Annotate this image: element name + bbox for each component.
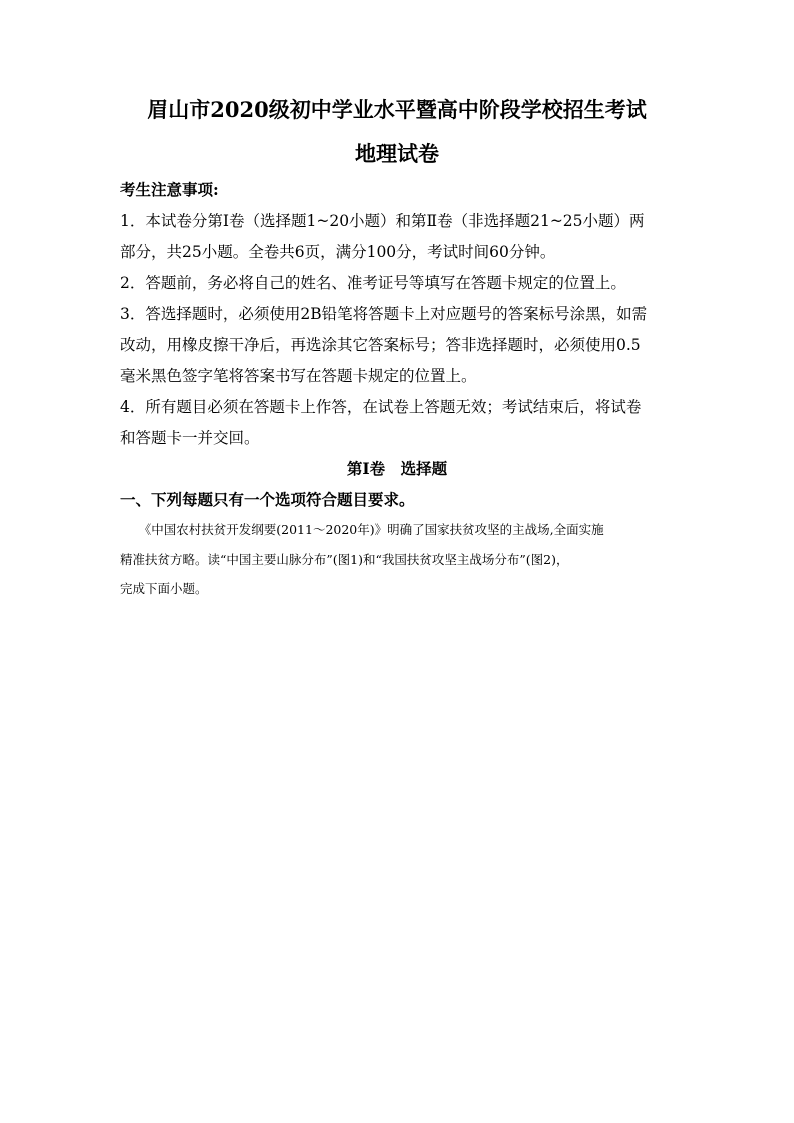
exam-title: 眉山市2020级初中学业水平暨高中阶段学校招生考试 — [147, 97, 647, 122]
notice-line: 2．答题前，务必将自己的姓名、准考证号等填写在答题卡规定的位置上。 — [120, 274, 626, 292]
notice-heading: 考生注意事项: — [120, 180, 219, 199]
notice-line: 毫米黑色签字笔将答案书写在答题卡规定的位置上。 — [120, 367, 477, 385]
notice-line: 改动，用橡皮擦干净后，再选涂其它答案标号；答非选择题时，必须使用0.5 — [120, 336, 641, 354]
intro-paragraph-line: 精准扶贫方略。读“中国主要山脉分布”(图1)和“我国扶贫攻坚主战场分布”(图2)， — [120, 552, 569, 567]
notice-line: 1．本试卷分第Ⅰ卷（选择题1~20小题）和第Ⅱ卷（非选择题21~25小题）两 — [120, 212, 645, 230]
intro-paragraph-line: 《中国农村扶贫开发纲要(2011～2020年)》明确了国家扶贫攻坚的主战场,全面实施 — [120, 522, 604, 537]
notice-line: 4．所有题目必须在答题卡上作答，在试卷上答题无效；考试结束后，将试卷 — [120, 398, 642, 416]
exam-subtitle: 地理试卷 — [355, 141, 439, 166]
notice-line: 和答题卡一并交回。 — [120, 429, 260, 447]
intro-paragraph-line: 完成下面小题。 — [120, 581, 208, 596]
part-heading: 一、下列每题只有一个选项符合题目要求。 — [120, 490, 415, 509]
notice-line: 3．答选择题时，必须使用2B铅笔将答题卡上对应题号的答案标号涂黑，如需 — [120, 305, 648, 323]
notice-line: 部分，共25小题。全卷共6页，满分100分，考试时间60分钟。 — [120, 243, 556, 261]
section-heading: 第Ⅰ卷 选择题 — [346, 459, 448, 478]
